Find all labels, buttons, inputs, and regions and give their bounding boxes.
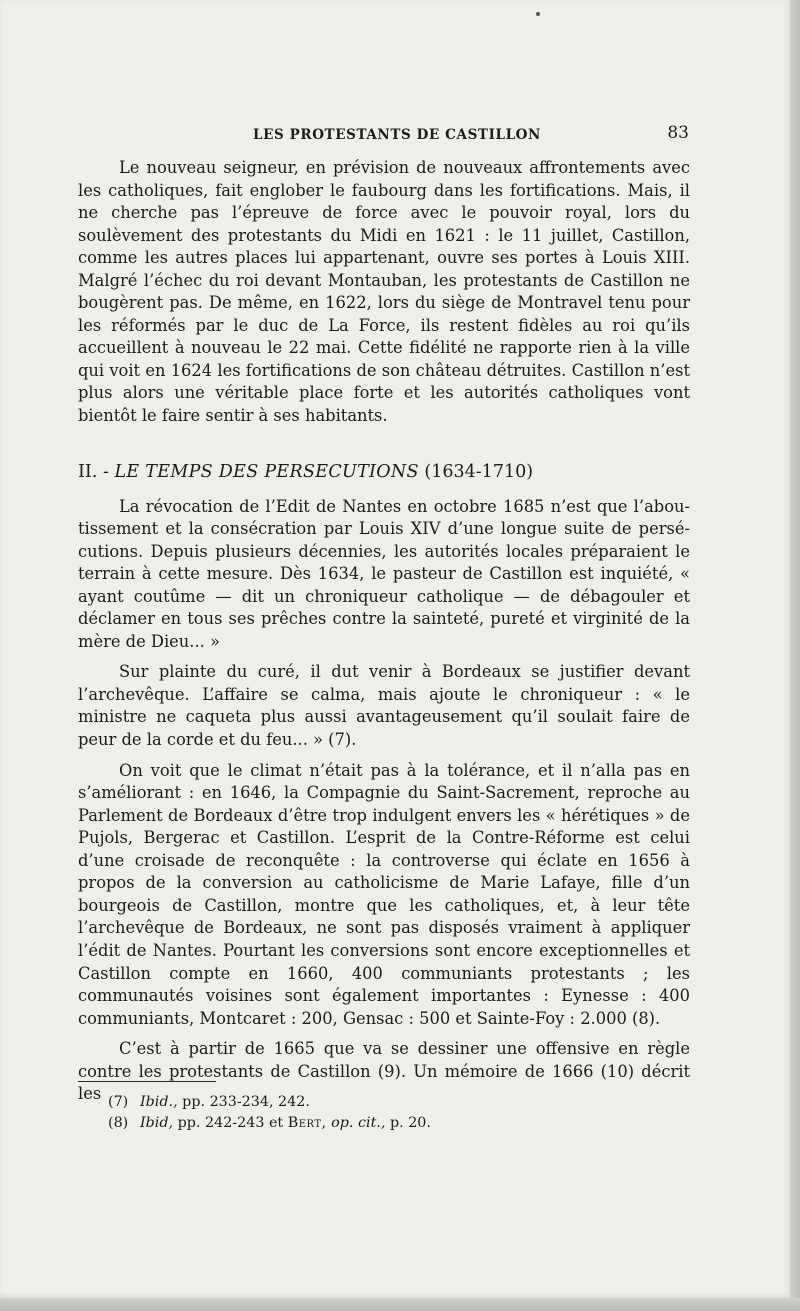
footnote-ref: Ibid, (140, 1115, 174, 1131)
footnote-rule (78, 1081, 216, 1082)
footnote-text: pp. 233-234, 242. (177, 1094, 310, 1110)
section-heading (78, 460, 690, 484)
section-number: II. - (78, 461, 109, 482)
section-dates: (1634-1710) (424, 461, 534, 482)
footnote-text: pp. 242-243 et (173, 1115, 288, 1131)
page-number: 83 (667, 123, 689, 143)
section-title: LE TEMPS DES PERSECUTIONS (114, 461, 419, 482)
page-edge-bottom (0, 1298, 800, 1311)
footnote-author: Bert, (287, 1115, 327, 1131)
page-edge-right (790, 0, 800, 1311)
ink-speck (536, 12, 540, 16)
paragraph-climat: On voit que le climat n’était pas à la tolérance, et il n’alla pas en s’améliorant : en 1646, la Compagnie du Saint-Sacrement, reproche au Parlement de Bordeaux d’être trop indulgent envers les « hérétiques » de Pujols, Bergerac et Castillon. L’esprit de la Contre-Réforme est celui d’une croisade de reconquête : la controverse qui éclate en 1656 à propos de la conversion au catholicisme de Marie Lafaye, fille d’un bourgeois de Castillon, montre que les catholiques, et, à leur tête l’archevêque de Bordeaux, ne sont pas disposés vraiment à appliquer l’édit de Nantes. Pourtant les conversions sont encore exceptionnelles et Castillon compte en 1660, 400 communiants protestants ; les communautés voisines sont également importantes : Eynesse : 400 communiants, Montcaret : 200, Gensac : 500 et Sainte-Foy : 2.000 (8). (78, 760, 690, 1028)
running-head: LES PROTESTANTS DE CASTILLON (253, 127, 541, 143)
paragraph-seigneur: Le nouveau seigneur, en prévision de nouveaux affrontements avec les catholiques, fait englober le faubourg dans les fortifications. Mais, il ne cherche pas l’épreuve de force avec le pouvoir royal, lors du soulèvement des protestants du Midi en 1621 : le 11 juillet, Castillon, comme les autres places lui appartenant, ouvre ses portes à Louis XIII. Malgré l’échec du roi devant Montauban, les protestants de Castillon ne bougèrent pas. De même, en 1622, lors du siège de Montravel tenu pour les réformés par le duc de La Force, ils restent fidèles au roi qu’ils accueillent à nouveau le 22 mai. Cette fidélité ne rapporte rien à la ville qui voit en 1624 les fortifications de son château détruites. Castillon n’est plus alors une véritable place forte et les autorités catholiques vont bientôt le faire sentir à ses habitants. (78, 158, 690, 426)
footnote-number: (8) (108, 1115, 129, 1131)
page-body (78, 157, 690, 1106)
footnote-7 (108, 1092, 668, 1113)
footnote-number: (7) (108, 1094, 129, 1110)
footnote-8 (108, 1113, 668, 1134)
paragraph-offensive: C’est à partir de 1665 que va se dessiner une offensive en règle contre les protestants de Castillon (9). Un mémoire de 1666 (10) décrit les (78, 1039, 690, 1104)
page-header (78, 123, 693, 147)
paragraph-revocation: La révocation de l’Edit de Nantes en octobre 1685 n’est que l’aboutissement et la consécration par Louis XIV d’une longue suite de persécutions. Depuis plusieurs décennies, les autorités locales préparaient le terrain à cette mesure. Dès 1634, le pasteur de Castillon est inquiété, « ayant coutûme — dit un chroniqueur catholique — de débagouler et déclamer en tous ses prêches contre la sainteté, pureté et virginité de la mère de Dieu... » (78, 496, 690, 651)
footnote-text-after: p. 20. (385, 1115, 431, 1131)
footnote-op-cit: op. cit., (326, 1115, 386, 1131)
footnotes (108, 1092, 668, 1134)
footnote-ref: Ibid., (140, 1094, 178, 1110)
paragraph-plainte: Sur plainte du curé, il dut venir à Bordeaux se justifier devant l’archevêque. L’affaire se calma, mais ajoute le chroniqueur : « le ministre ne caqueta plus aussi avantageusement qu’il soulait faire de peur de la corde et du feu... » (7). (78, 662, 690, 750)
